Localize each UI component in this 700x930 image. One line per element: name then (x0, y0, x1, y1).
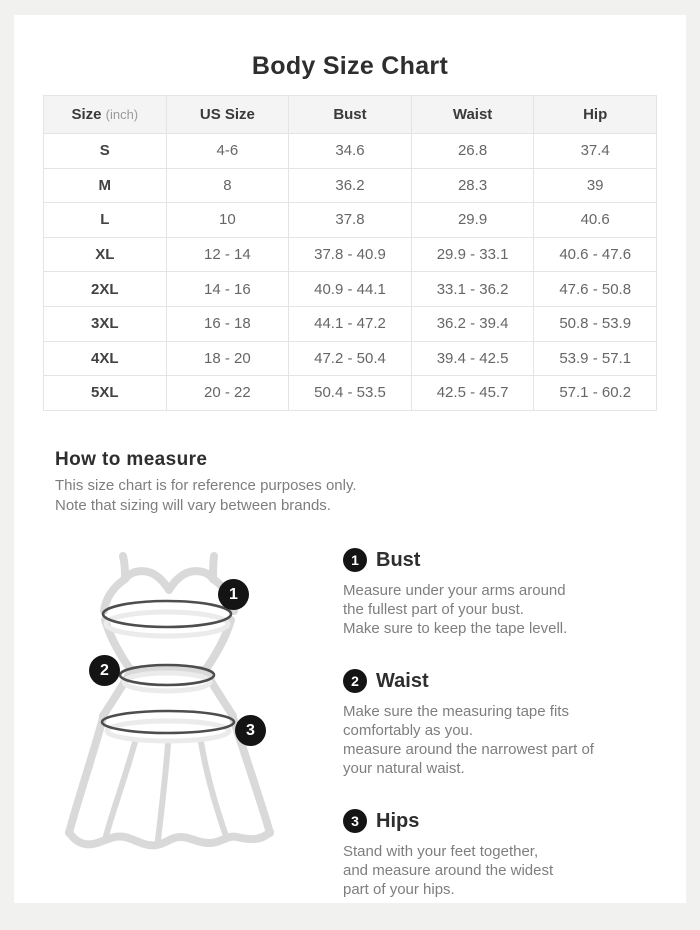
waist-description (343, 702, 673, 778)
waist-value: 28.3 (411, 168, 534, 203)
table-row (44, 134, 657, 169)
desc-line: part of your hips. (343, 881, 455, 898)
hip-value: 37.4 (534, 134, 657, 169)
desc-line: measure around the narrowest part of (343, 741, 594, 758)
dress-measurement-diagram (55, 550, 315, 880)
measure-item-waist (343, 669, 673, 778)
size-value: L (44, 203, 167, 238)
bust-value: 37.8 - 40.9 (289, 237, 412, 272)
waist-title: Waist (376, 669, 429, 692)
measure-item-head (343, 809, 673, 833)
hip-value: 53.9 - 57.1 (534, 341, 657, 376)
bust-value: 34.6 (289, 134, 412, 169)
bust-title: Bust (376, 548, 421, 571)
hip-value: 47.6 - 50.8 (534, 272, 657, 307)
us-size-value: 20 - 22 (166, 376, 289, 411)
hip-value: 50.8 - 53.9 (534, 306, 657, 341)
table-row (44, 306, 657, 341)
hips-marker-badge: 3 (235, 715, 266, 746)
waist-number-badge: 2 (343, 669, 367, 693)
how-to-measure-heading: How to measure (55, 449, 208, 470)
waist-value: 33.1 - 36.2 (411, 272, 534, 307)
us-size-value: 8 (166, 168, 289, 203)
waist-value: 42.5 - 45.7 (411, 376, 534, 411)
us-size-value: 10 (166, 203, 289, 238)
us-size-value: 4-6 (166, 134, 289, 169)
page-title: Body Size Chart (251, 52, 449, 80)
hip-value: 40.6 - 47.6 (534, 237, 657, 272)
bust-value: 36.2 (289, 168, 412, 203)
desc-line: Make sure to keep the tape levell. (343, 620, 568, 637)
dress-illustration-icon (55, 550, 285, 860)
size-value: S (44, 134, 167, 169)
table-row (44, 203, 657, 238)
measure-instructions (343, 548, 673, 930)
hips-number-badge: 3 (343, 809, 367, 833)
bust-value: 50.4 - 53.5 (289, 376, 412, 411)
table-row (44, 237, 657, 272)
bust-value: 40.9 - 44.1 (289, 272, 412, 307)
table-row (44, 168, 657, 203)
table-header-row (44, 96, 657, 134)
note-line: Note that sizing will vary between brands. (55, 497, 331, 514)
size-chart-card (14, 15, 686, 903)
size-value: M (44, 168, 167, 203)
col-header-hip: Hip (534, 96, 657, 134)
bust-value: 37.8 (289, 203, 412, 238)
col-header-waist: Waist (411, 96, 534, 134)
desc-line: Measure under your arms around (343, 582, 566, 599)
hips-description (343, 842, 673, 899)
desc-line: Make sure the measuring tape fits (343, 703, 569, 720)
size-value: XL (44, 237, 167, 272)
us-size-value: 18 - 20 (166, 341, 289, 376)
desc-line: the fullest part of your bust. (343, 601, 524, 618)
size-value: 3XL (44, 306, 167, 341)
size-chart-table (43, 95, 657, 411)
measure-item-bust (343, 548, 673, 638)
measure-item-hips (343, 809, 673, 899)
col-header-size (44, 96, 167, 134)
table-row (44, 376, 657, 411)
hip-value: 40.6 (534, 203, 657, 238)
desc-line: comfortably as you. (343, 722, 474, 739)
desc-line: and measure around the widest (343, 862, 554, 879)
us-size-value: 14 - 16 (166, 272, 289, 307)
size-value: 5XL (44, 376, 167, 411)
bust-description (343, 581, 673, 638)
size-value: 4XL (44, 341, 167, 376)
col-header-us-size: US Size (166, 96, 289, 134)
waist-value: 26.8 (411, 134, 534, 169)
waist-marker-badge: 2 (89, 655, 120, 686)
bust-value: 47.2 - 50.4 (289, 341, 412, 376)
waist-value: 29.9 (411, 203, 534, 238)
us-size-value: 12 - 14 (166, 237, 289, 272)
size-label: Size (71, 106, 102, 123)
waist-value: 36.2 - 39.4 (411, 306, 534, 341)
bust-number-badge: 1 (343, 548, 367, 572)
hip-value: 57.1 - 60.2 (534, 376, 657, 411)
desc-line: your natural waist. (343, 760, 465, 777)
hips-title: Hips (376, 809, 420, 832)
measure-item-head (343, 548, 673, 572)
table-row (44, 272, 657, 307)
size-unit-label: (inch) (105, 107, 139, 122)
note-line: This size chart is for reference purposes only. (55, 477, 357, 494)
desc-line: Stand with your feet together, (343, 843, 539, 860)
bust-value: 44.1 - 47.2 (289, 306, 412, 341)
hip-value: 39 (534, 168, 657, 203)
size-value: 2XL (44, 272, 167, 307)
how-to-measure-note (55, 476, 357, 516)
measure-item-head (343, 669, 673, 693)
table-row (44, 341, 657, 376)
us-size-value: 16 - 18 (166, 306, 289, 341)
bust-marker-badge: 1 (218, 579, 249, 610)
col-header-bust: Bust (289, 96, 412, 134)
waist-value: 39.4 - 42.5 (411, 341, 534, 376)
waist-value: 29.9 - 33.1 (411, 237, 534, 272)
